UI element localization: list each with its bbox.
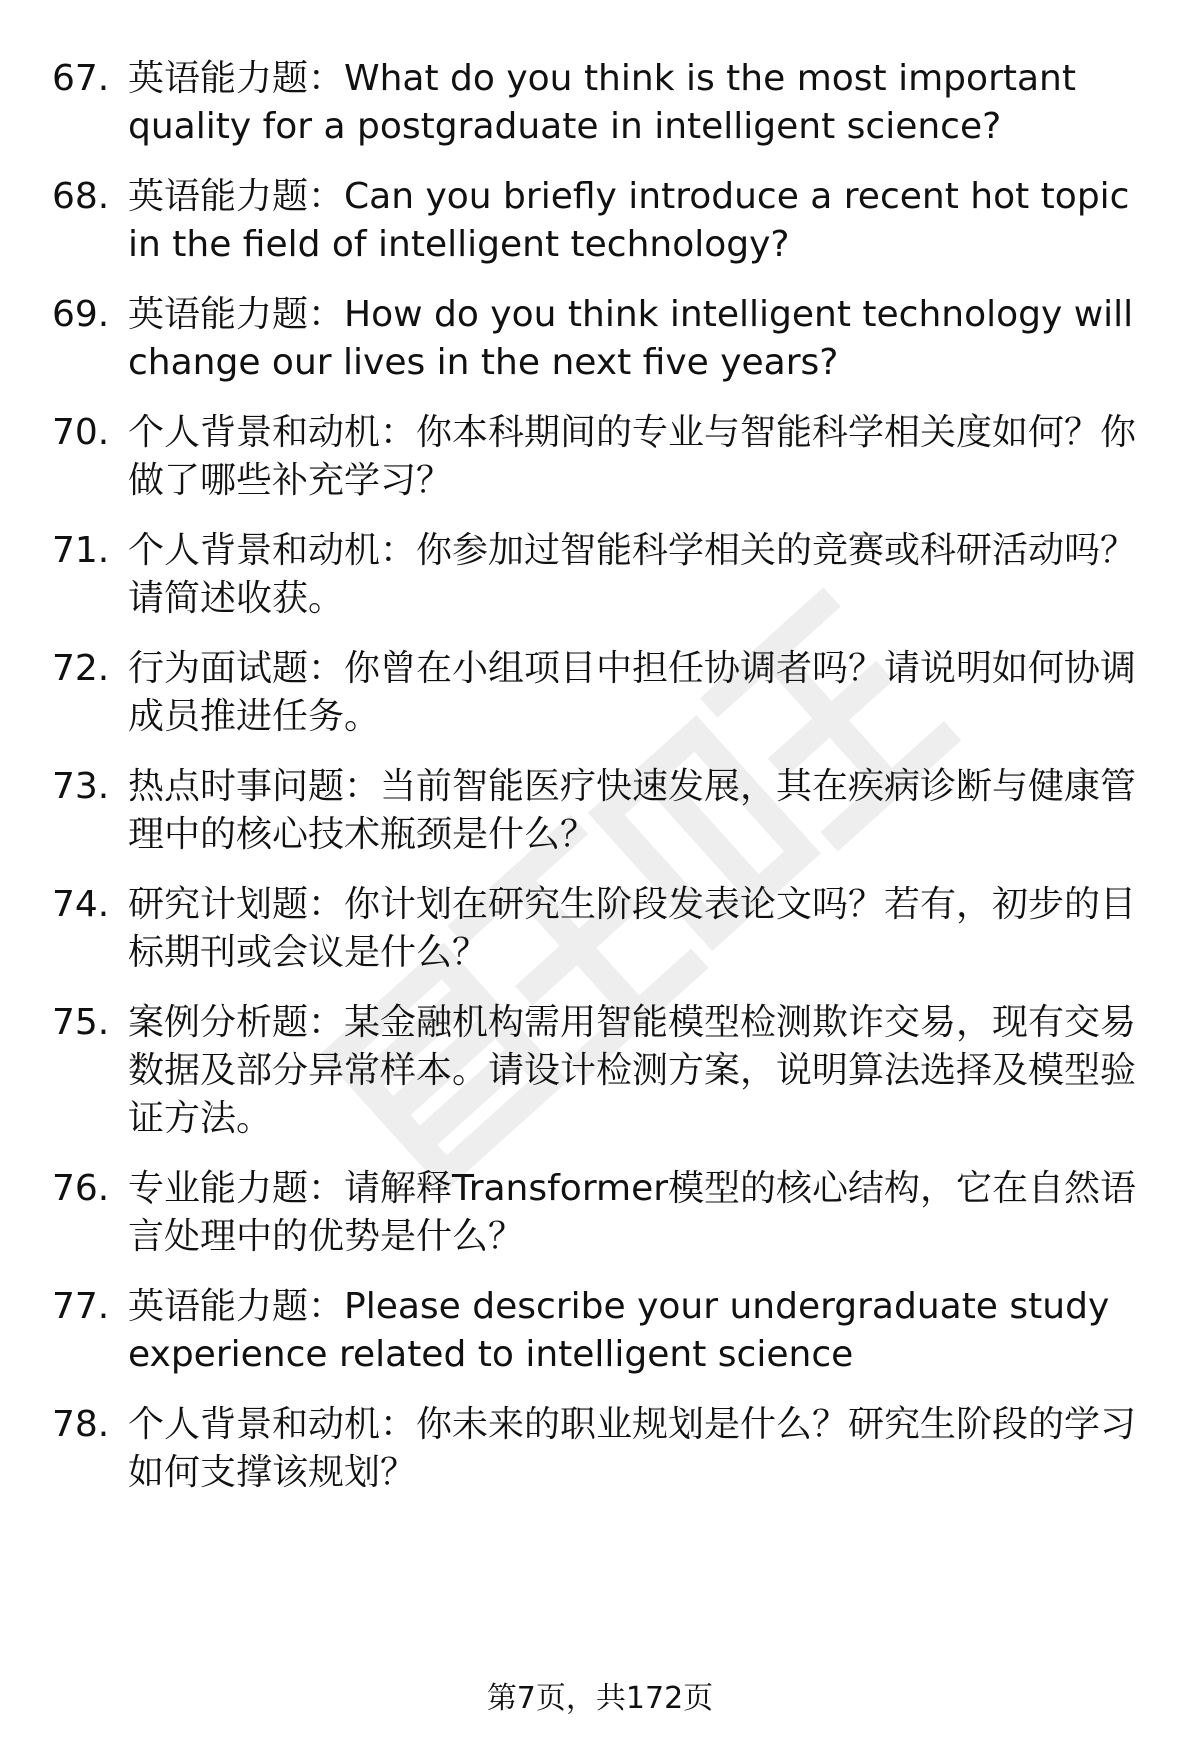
question-number: 68.: [52, 176, 110, 217]
question-number: 73.: [52, 766, 110, 807]
question-text: 行为面试题：你曾在小组项目中担任协调者吗？请说明如何协调成员推进任务。: [128, 648, 1137, 737]
page-indicator: 第7页，共172页: [486, 1681, 714, 1716]
question-text: 英语能力题：Can you briefly introduce a recent hot topic in the field of intelligent technology?: [128, 176, 1130, 265]
question-text: 英语能力题：How do you think intelligent technology will change our lives in the next five years?: [128, 294, 1134, 383]
question-number: 71.: [52, 530, 110, 571]
question-text: 个人背景和动机：你参加过智能科学相关的竞赛或科研活动吗？请简述收获。: [128, 530, 1137, 619]
question-text: 热点时事问题：当前智能医疗快速发展，其在疾病诊断与健康管理中的核心技术瓶颈是什么？: [128, 766, 1137, 855]
question-text: 案例分析题：某金融机构需用智能模型检测欺诈交易，现有交易数据及部分异常样本。请设计检测方案，说明算法选择及模型验证方法。: [128, 1002, 1137, 1139]
question-number: 72.: [52, 648, 110, 689]
question-number: 76.: [52, 1168, 110, 1209]
question-number: 67.: [52, 58, 110, 99]
question-text: 个人背景和动机：你未来的职业规划是什么？研究生阶段的学习如何支撑该规划？: [128, 1404, 1137, 1493]
question-text: 英语能力题：Please describe your undergraduate study experience related to intelligent science: [128, 1286, 1110, 1375]
question-number: 70.: [52, 412, 110, 453]
question-text: 专业能力题：请解释Transformer模型的核心结构，它在自然语言处理中的优势是什么？: [128, 1168, 1137, 1257]
question-text: 英语能力题：What do you think is the most important quality for a postgraduate in intelligent science?: [128, 58, 1076, 147]
question-text: 个人背景和动机：你本科期间的专业与智能科学相关度如何？你做了哪些补充学习？: [128, 412, 1137, 501]
question-number: 69.: [52, 294, 110, 335]
question-number: 74.: [52, 884, 110, 925]
question-number: 78.: [52, 1404, 110, 1445]
question-number: 75.: [52, 1002, 110, 1043]
question-number: 77.: [52, 1286, 110, 1327]
question-text: 研究计划题：你计划在研究生阶段发表论文吗？若有，初步的目标期刊或会议是什么？: [128, 884, 1137, 973]
